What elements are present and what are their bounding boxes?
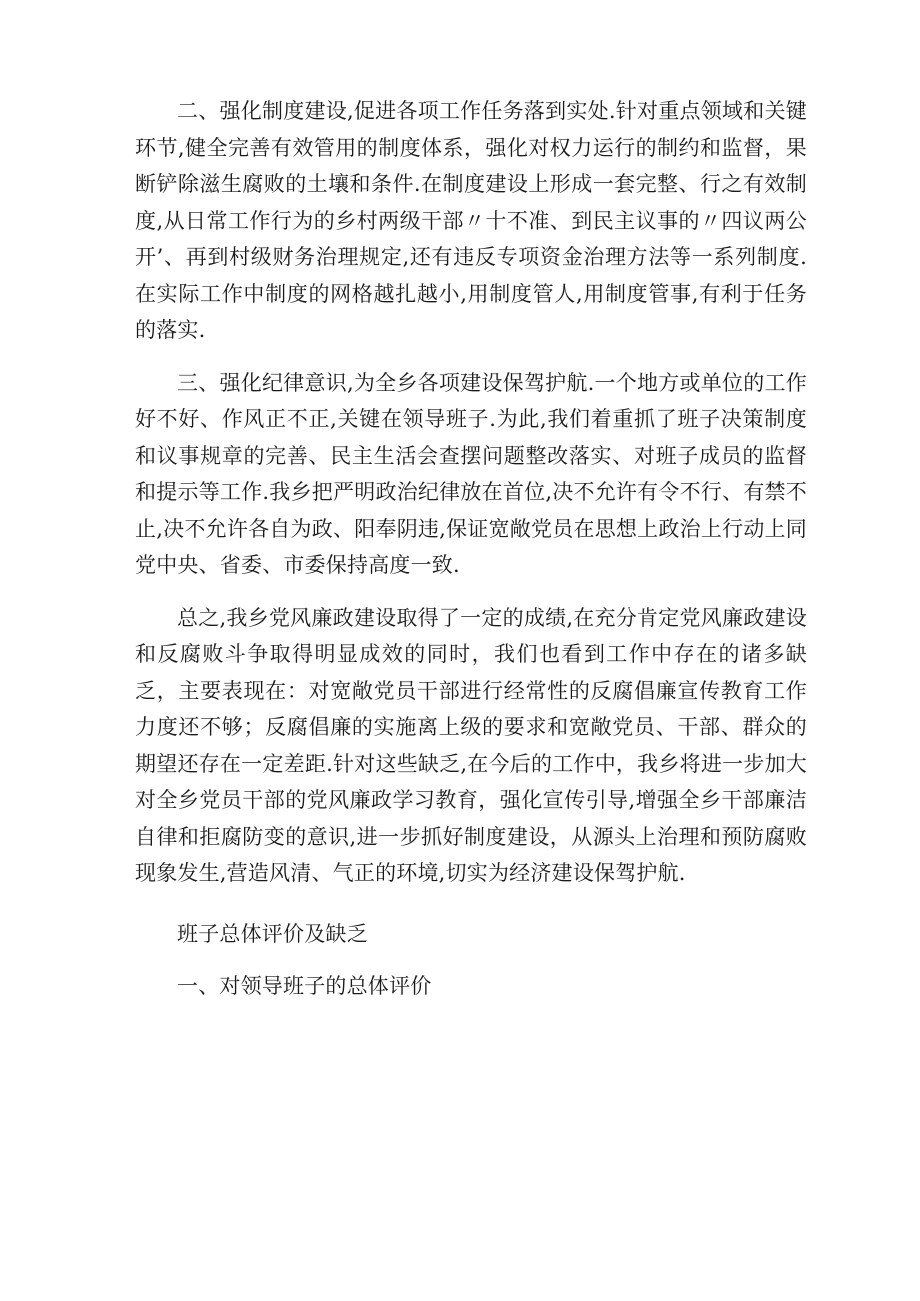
document-page	[135, 93, 807, 1005]
subheading-overall-evaluation: 一、对领导班子的总体评价	[177, 974, 432, 998]
section-heading-team-evaluation: 班子总体评价及缺乏	[177, 921, 368, 946]
paragraph-summary: 总之,我乡党风廉政建设取得了一定的成绩,在充分肯定党风廉政建设和反腐败斗争取得明显成效的同时，我们也看到工作中存在的诸多缺乏，主要表现在：对宽敞党员干部进行经常性的反腐倡廉宣传教育工作力度还不够；反腐倡廉的实施离上级的要求和宽敞党员、干部、群众的期望还存在一定差距.针对这些缺乏,在今后的工作中，我乡将进一步加大对全乡党员干部的党风廉政学习教育，强化宣传引导,增强全乡干部廉洁自律和拒腐防变的意识,进一步抓好制度建设，从源头上治理和预防腐败现象发生,营造风清、气正的环境,切实为经济建设保驾护航.	[135, 605, 807, 885]
paragraph-institution-building: 二、强化制度建设,促进各项工作任务落到实处.针对重点领域和关键环节,健全完善有效管用的制度体系，强化对权力运行的制约和监督，果断铲除滋生腐败的土壤和条件.在制度建设上形成一套完整、行之有效制度,从日常工作行为的乡村两级干部〃十不准、到民主议事的〃四议两公开’、再到村级财务治理规定,还有违反专项资金治理方法等一系列制度.在实际工作中制度的网格越扎越小,用制度管人,用制度管事,有利于任务的落实.	[135, 99, 807, 342]
paragraph-discipline-awareness: 三、强化纪律意识,为全乡各项建设保驾护航.一个地方或单位的工作好不好、作风正不正,关键在领导班子.为此,我们着重抓了班子决策制度和议事规章的完善、民主生活会查摆问题整改落实、对班子成员的监督和提示等工作.我乡把严明政治纪律放在首位,决不允许有令不行、有禁不止,决不允许各自为政、阳奉阴违,保证宽敞党员在思想上政治上行动上同党中央、省委、市委保持高度一致.	[135, 370, 807, 577]
